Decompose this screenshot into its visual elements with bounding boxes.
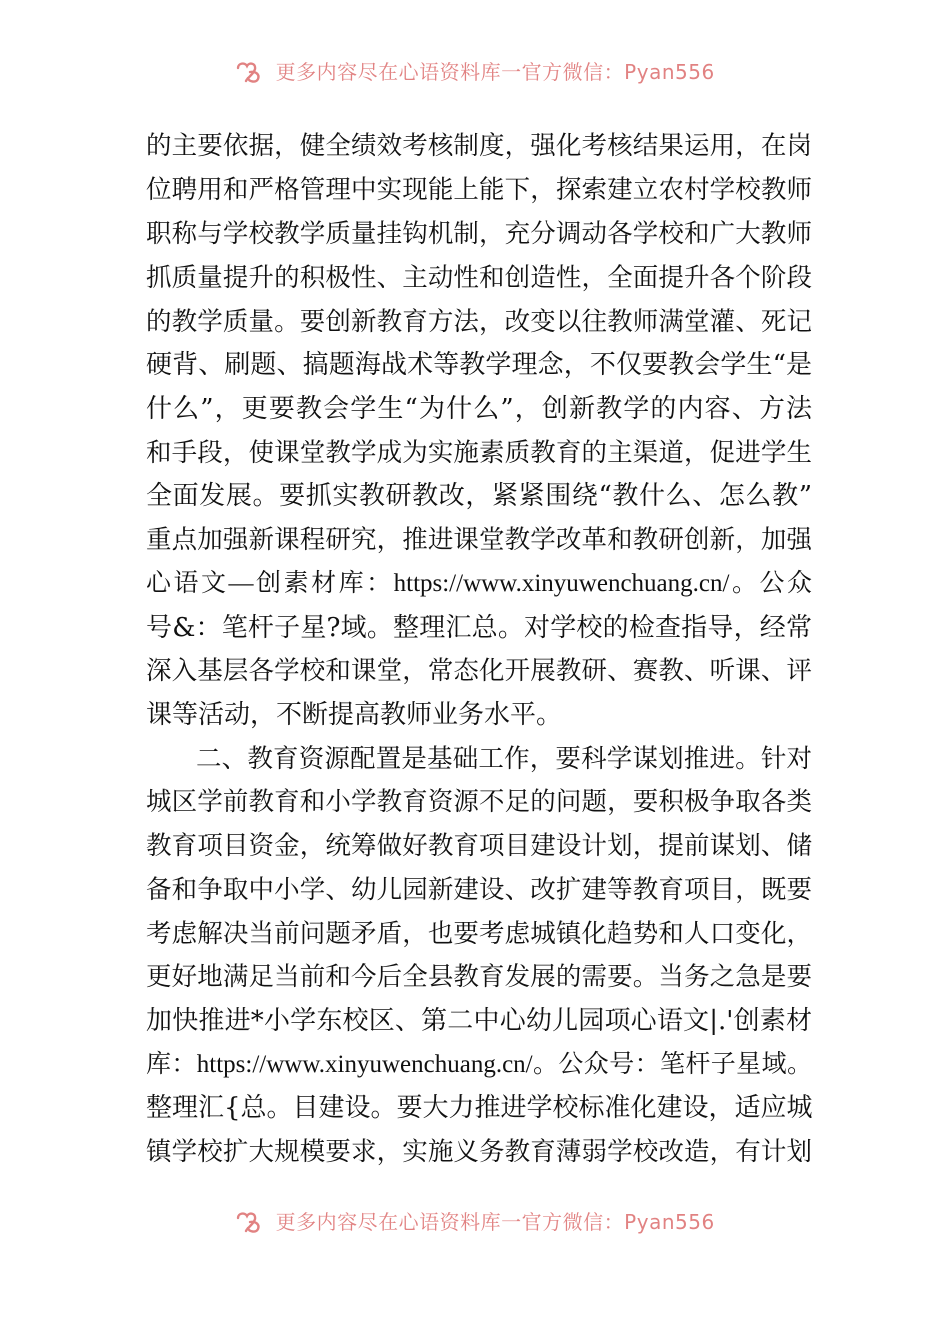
text-line: 重点加强新课程研究，推进课堂教学改革和教研创新，加强: [146, 525, 812, 555]
text-line: 和手段，使课堂教学成为实施素质教育的主渠道，促进学生: [146, 438, 812, 468]
text-line: 心语文—创素材库：https://www.xinyuwenchuang.cn/。公众: [146, 570, 812, 597]
text-line: 更好地满足当前和今后全县教育发展的需要。当务之急是要: [146, 962, 812, 992]
text-line: 抓质量提升的积极性、主动性和创造性，全面提升各个阶段: [146, 263, 812, 293]
text-line: 号&：笔杆子星?域。整理汇总。对学校的检查指导，经常: [146, 613, 812, 643]
text-line: 位聘用和严格管理中实现能上能下，探索建立农村学校教师: [146, 175, 812, 205]
text-line: 的教学质量。要创新教育方法，改变以往教师满堂灌、死记: [146, 307, 812, 337]
text-line: 职称与学校教学质量挂钩机制，充分调动各学校和广大教师: [146, 219, 812, 249]
text-line: 什么”，更要教会学生“为什么”，创新教学的内容、方法: [146, 394, 812, 424]
text-line: 备和争取中小学、幼儿园新建设、改扩建等教育项目，既要: [146, 875, 812, 905]
text-line: 考虑解决当前问题矛盾，也要考虑城镇化趋势和人口变化，: [146, 919, 812, 949]
watermark-text: 更多内容尽在心语资料库一官方微信：Pyan556: [275, 60, 715, 84]
watermark-logo-icon: [235, 1210, 263, 1234]
text-line: 镇学校扩大规模要求，实施义务教育薄弱学校改造，有计划: [146, 1137, 812, 1167]
text-line: 深入基层各学校和课堂，常态化开展教研、赛教、听课、评: [146, 656, 812, 686]
text-line: 教育项目资金，统筹做好教育项目建设计划，提前谋划、储: [146, 831, 812, 861]
text-line: 加快推进*小学东校区、第二中心幼儿园项心语文|.'创素材: [146, 1006, 812, 1036]
text-line: 库：https://www.xinyuwenchuang.cn/。公众号：笔杆子星域。: [146, 1051, 812, 1078]
footer-watermark: [0, 1207, 950, 1237]
text-line: 城区学前教育和小学教育资源不足的问题，要积极争取各类: [146, 787, 812, 817]
watermark-text: 更多内容尽在心语资料库一官方微信：Pyan556: [275, 1210, 715, 1234]
text-line: 整理汇{总。目建设。要大力推进学校标准化建设，适应城: [146, 1093, 813, 1123]
text-line: 课等活动，不断提高教师业务水平。: [146, 700, 563, 730]
text-line: 硬背、刷题、搞题海战术等教学理念，不仅要教会学生“是: [146, 350, 812, 380]
text-line: 的主要依据，健全绩效考核制度，强化考核结果运用，在岗: [146, 131, 812, 161]
text-line: 全面发展。要抓实教研教改，紧紧围绕“教什么、怎么教”: [146, 481, 812, 511]
text-line: 二、教育资源配置是基础工作，要科学谋划推进。针对: [196, 744, 812, 774]
